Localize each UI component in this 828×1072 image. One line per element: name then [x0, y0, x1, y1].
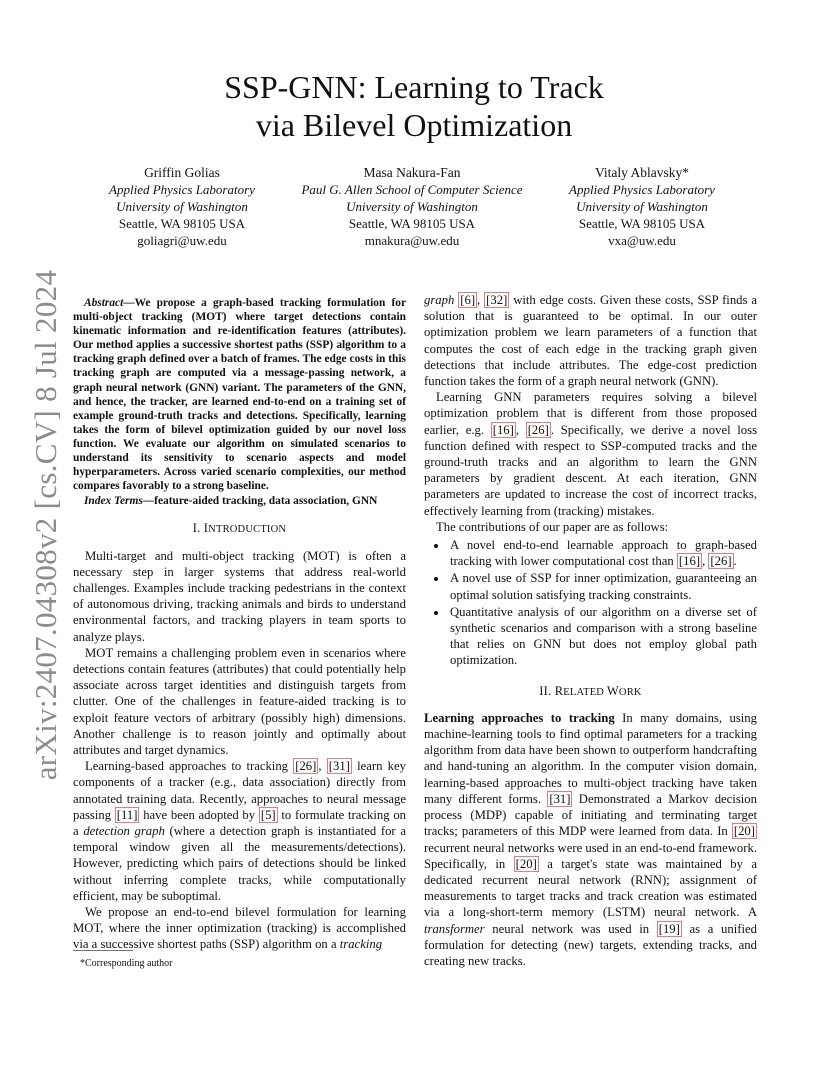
citation-link[interactable]: [11]	[116, 807, 138, 822]
section-number: I.	[192, 521, 204, 536]
intro-paragraph-4	[73, 904, 406, 953]
section-rest: NTRODUCTION	[208, 524, 287, 536]
text-run: learn key components of a tracker (e.g., data association) directly from annotated training data. Recently, approaches to neural message passing	[73, 759, 406, 822]
index-terms-lead: Index Terms	[84, 495, 143, 508]
text-run: have been adopted by	[139, 807, 259, 822]
author-address: Seattle, WA 98105 USA	[578, 216, 706, 231]
text-run: . Specifically, we derive a novel loss function defined with respect to SSP-computed tracks and the ground-truth tracks and an algorithm to learn the GNN parameters by gradient descent. At each iteration, GNN parameters are updated to increase the cost of incorrect tracks, effectively learning from (tracking) mistakes.	[424, 422, 758, 518]
section-initial: R	[554, 683, 564, 698]
author-name: Vitaly Ablavsky*	[594, 165, 690, 180]
title-line-1: SSP-GNN: Learning to Track	[224, 69, 604, 105]
text-run: .	[733, 554, 737, 569]
right-column	[424, 292, 757, 969]
text-run: In many domains, using machine-learning tools to find optimal parameters for a tracking algorithm from data have been shown to outperform handcrafting and hand-tuning an algorithm. In the computer vision domain, learning-based approaches to multi-object tracking have taken many different forms.	[424, 710, 757, 806]
contributions-list	[424, 537, 757, 669]
arxiv-stamp-text: arXiv:2407.04308v2 [cs.CV] 8 Jul 2024	[28, 269, 63, 781]
section-number: II.	[539, 683, 555, 698]
text-run: tracking	[339, 937, 383, 952]
citation-link[interactable]: [5]	[260, 807, 276, 822]
abstract-body: —We propose a graph-based tracking formulation for multi-object tracking (MOT) where target detections contain kinematic information and re-identification features (attributes). Our method applies a successive shortest paths (SSP) algorithm to a tracking graph defined over a batch of frames. The edge costs in this tracking graph are computed via a message-passing network, a graph neural network (GNN) variant. The parameters of the GNN, and hence, the tracker, are learned end-to-end on a training set of example ground-truth tracks and detections. Specifically, learning takes the form of bilevel optimization guided by our novel loss function. We evaluate our algorithm on simulated scenarios to understand its sensitivity to scenario aspects and model hyperparameters. Across varied scenario complexities, our method compares favorably to a strong baseline.	[73, 297, 406, 493]
list-item: • A novel use of SSP for inner optimization, guaranteeing an optimal solution satisfying tracking constraints.	[448, 570, 757, 602]
text-run: transformer	[424, 921, 485, 936]
footnote-rule	[73, 950, 133, 951]
left-column	[73, 292, 406, 953]
right-paragraph-1	[424, 292, 757, 389]
citation-link[interactable]: [16]	[678, 554, 701, 569]
section-initial: I	[203, 521, 209, 536]
citation-link[interactable]: [32]	[486, 293, 508, 307]
text-run: We propose an end-to-end bilevel formulation for learning MOT, where the inner optimization (tracking) is accomplished via a successive shortest paths (SSP) algorithm on a	[73, 905, 406, 952]
footnote: *Corresponding author	[80, 958, 173, 969]
citation-link[interactable]: [26]	[295, 759, 317, 774]
text-run: recurrent neural networks were used in an end-to-end framework. Specifically, in	[424, 840, 757, 871]
author-block-2	[297, 164, 527, 249]
author-university: University of Washington	[576, 199, 708, 214]
paragraph-heading: Learning approaches to tracking	[424, 710, 615, 725]
related-work-paragraph	[424, 710, 757, 969]
paper-title	[0, 68, 828, 144]
section-rest: ORK	[618, 686, 642, 698]
citation-link[interactable]: [19]	[658, 921, 680, 936]
author-address: Seattle, WA 98105 USA	[348, 216, 476, 231]
author-address: Seattle, WA 98105 USA	[118, 216, 246, 231]
author-email: vxa@uw.edu	[608, 233, 676, 248]
author-university: University of Washington	[116, 199, 248, 214]
intro-paragraph-1: Multi-target and multi-object tracking (MOT) is often a necessary step in larger systems that address real-world challenges. Examples include tracking pedestrians in the context of autonomous driving, tracking animals and birds to understand environmental factors, and tracking players in team sports to analyze plays.	[73, 548, 406, 644]
text-run: ,	[318, 759, 327, 774]
section-rest: ELATED	[563, 686, 607, 698]
text-run: a target's state was maintained by a dedicated recurrent neural network (RNN); assignment of measurements to target tracks and track creation was estimated via a long-short-term memory (LSTM) neural network. A	[424, 856, 757, 920]
text-run: (where a detection graph is instantiated for a temporal window given all the measurements/detections). However, predicting which pairs of detections should be linked without inferring complete tracks, while computationally efficient, may be suboptimal.	[73, 824, 406, 903]
list-item	[448, 537, 757, 569]
text-run: detection graph	[83, 824, 165, 839]
citation-link[interactable]: [26]	[710, 554, 732, 569]
abstract-lead: Abstract	[84, 297, 124, 309]
text-run: neural network was used in	[484, 921, 657, 936]
citation-link[interactable]: [26]	[527, 422, 549, 437]
title-line-2: via Bilevel Optimization	[255, 107, 573, 143]
text-run: A novel end-to-end learnable approach to graph-based tracking with lower computational cost than	[450, 538, 757, 569]
author-affiliation: Paul G. Allen School of Computer Science	[301, 182, 523, 197]
text-run: to formulate tracking on a	[73, 807, 407, 839]
citation-link[interactable]: [31]	[328, 759, 350, 774]
text-run: ,	[515, 422, 526, 437]
text-run: ,	[477, 293, 485, 307]
author-affiliation: Applied Physics Laboratory	[109, 182, 255, 197]
author-email: mnakura@uw.edu	[364, 233, 460, 248]
index-terms-body: —feature-aided tracking, data association, GNN	[142, 495, 378, 508]
text-run: ,	[702, 554, 709, 569]
text-run: Learning GNN parameters requires solving a bilevel optimization problem that is different from those proposed earlier, e.g.	[424, 390, 757, 437]
author-affiliation: Applied Physics Laboratory	[569, 182, 715, 197]
citation-link[interactable]: [20]	[515, 856, 537, 871]
author-university: University of Washington	[346, 199, 478, 214]
text-run: with edge costs. Given these costs, SSP finds a solution that is guaranteed to be optimal. In our outer optimization problem we learn parameters of a function that computes the cost of each edge in the tracking graph given detections that include attributes. The edge-cost prediction function takes the form of a graph neural network (GNN).	[424, 293, 758, 389]
section-heading-introduction	[73, 520, 406, 538]
author-email: goliagri@uw.edu	[137, 233, 227, 248]
text-run: graph	[424, 293, 455, 307]
intro-paragraph-2: MOT remains a challenging problem even in scenarios where detections contain features (attributes) that could potentially help associate across target identities and distinguish targets from clutter. One of the challenges in feature-aided tracking is to exploit feature vectors of arbitrary (possibly high) dimensions. Another challenge is to reason jointly and optimally about attributes and target dynamics.	[73, 645, 406, 758]
text-run: as a unified formulation for detecting (new) targets, extending tracks, and creating new tracks.	[424, 921, 757, 968]
citation-link[interactable]: [6]	[460, 293, 476, 307]
section-heading-related-work	[424, 683, 757, 701]
list-item: • Quantitative analysis of our algorithm on a diverse set of synthetic scenarios and comparison with a strong baseline that relies on GNN but does not employ global path optimization.	[448, 604, 757, 669]
right-paragraph-2	[424, 389, 757, 519]
author-block-3	[527, 164, 757, 249]
text-run: Learning-based approaches to tracking	[85, 759, 294, 774]
author-name: Masa Nakura-Fan	[363, 165, 461, 180]
abstract	[73, 296, 406, 493]
citation-link[interactable]: [20]	[733, 824, 755, 839]
index-terms	[73, 494, 406, 508]
text-run: Demonstrated a Markov decision process (MDP) capable of initiating and terminating target tracks; parameters of this MDP were learned from data. In	[424, 791, 757, 839]
section-initial: W	[606, 683, 619, 698]
right-paragraph-3: The contributions of our paper are as follows:	[436, 519, 669, 534]
author-block-1	[67, 164, 297, 249]
citation-link[interactable]: [16]	[492, 422, 514, 437]
intro-paragraph-3	[73, 758, 406, 904]
citation-link[interactable]: [31]	[549, 791, 571, 806]
author-name: Griffin Golias	[144, 165, 220, 180]
